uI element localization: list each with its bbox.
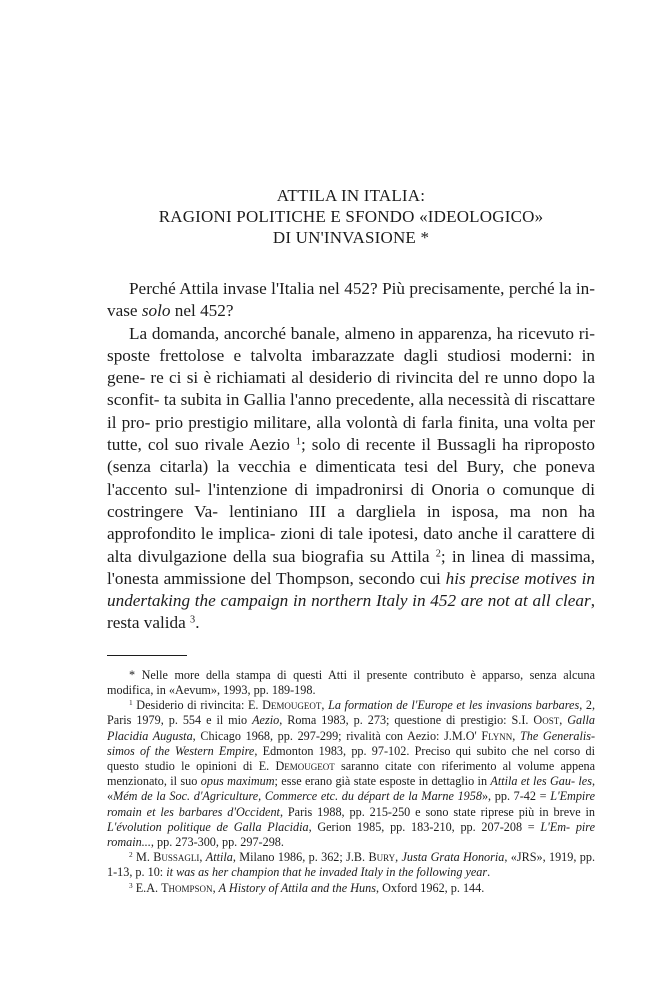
work-title: L'Empire romain et les barbares d'Occident	[107, 789, 595, 819]
text-run: , Milano 1986, p. 362; J.B.	[232, 850, 369, 865]
paragraph-2	[107, 323, 595, 635]
text-run: ; esse erano già state esposte in dettaglio in	[274, 774, 491, 789]
work-title: Justa Grata Honoria	[401, 850, 505, 865]
text-run: saranno citate con riferimento al volume appena menzionato, il suo	[107, 758, 595, 789]
author-name: Oost	[533, 713, 560, 728]
text-run: ,	[512, 728, 520, 743]
text-run: , 2, Paris 1979, p. 554 e il mio	[107, 698, 596, 728]
page	[107, 185, 595, 896]
text-run: ; in linea di massima, l'onesta ammissione del Thompson, secondo cui	[107, 546, 595, 588]
title-line-3: DI UN'INVASIONE *	[272, 228, 430, 247]
work-title: L'Em- pire romain...	[107, 819, 595, 849]
work-title: Attila et les Gau- les	[490, 774, 592, 789]
text-run: * Nelle more della stampa di questi Atti il presente contributo è apparso, senza alcuna modifica, in «Aevum», 1993, pp. 189-198.	[107, 667, 595, 697]
paragraph-1	[107, 278, 595, 323]
footnote-star	[107, 668, 595, 698]
text-run: nel 452?	[170, 301, 234, 321]
text-run: E.A.	[132, 880, 162, 895]
work-title: opus maximum	[200, 774, 275, 789]
text-run: , Paris 1988, pp. 215-250 e sono state riprese più in breve in	[279, 804, 595, 819]
text-run: ,	[212, 880, 219, 895]
text-run: ,	[199, 850, 206, 865]
work-title: L'évolution politique de Galla Placidia	[107, 819, 309, 834]
footnote-number: 2	[129, 850, 133, 860]
text-run: , pp. 273-300, pp. 297-298.	[150, 834, 284, 849]
italic-text: solo	[141, 301, 171, 321]
text-run: , «JRS», 1919, pp. 1-13, p. 10:	[107, 850, 596, 880]
footnote-2	[107, 850, 595, 880]
footnote-ref-3[interactable]: 3	[190, 614, 196, 626]
text-run: , Oxford 1962, p. 144.	[375, 880, 485, 895]
title-line-2: RAGIONI POLITICHE E SFONDO «IDEOLOGICO»	[158, 207, 544, 226]
work-title: The Generalis- simos of the Western Empire	[107, 728, 596, 758]
author-name: Flynn	[481, 728, 513, 743]
author-name: Demougeot	[275, 758, 335, 773]
work-title: Galla Placidia Augusta	[107, 713, 595, 743]
text-run: , resta valida	[107, 591, 595, 633]
text-run: , Roma 1983, p. 273; questione di prestigio: S.I.	[279, 713, 534, 728]
text-run: .	[195, 613, 200, 633]
text-run: La domanda, ancorché banale, almeno in apparenza, ha ricevuto ri- sposte frettolose e talvolta imbarazzate dagli studiosi moderni: in gene- re ci si è richiamati al desiderio di rivincita del re unno dopo la sconfit- ta subita in Gallia l'anno precedente, alla necessità di riscattare il pro- prio prestigio militare, alla volontà di farla finita, una volta per tutte, col suo rivale Aezio	[107, 323, 595, 455]
text-run: Perché Attila invase l'Italia nel 452? Più precisamente, perché la in- vase	[107, 279, 595, 321]
text-run: .	[487, 865, 491, 880]
work-title: La formation de l'Europe et les invasions barbares	[328, 698, 580, 713]
work-title: Aezio	[252, 713, 280, 728]
italic-quote: his precise motives in undertaking the campaign in northern Italy in 452 are not at all clear	[107, 568, 595, 611]
author-name: Thompson	[161, 880, 213, 895]
text-run: M.	[132, 850, 154, 865]
text-run: ,	[321, 698, 329, 713]
text-run: », pp. 7-42 =	[481, 789, 551, 804]
text-run: ,	[559, 713, 568, 728]
text-run: , Chicago 1968, pp. 297-299; rivalità con Aezio: J.M.O'	[192, 728, 482, 743]
title-line-1: ATTILA IN ITALIA:	[276, 186, 426, 205]
quotation: it was as her champion that he invaded Italy in the following year	[166, 865, 488, 880]
article-title	[107, 185, 595, 248]
author-name: Bury	[368, 850, 396, 865]
text-run: , Edmonton 1983, pp. 97-102. Preciso qui subito che nel corso di questo studio le opinioni di E.	[107, 743, 595, 773]
footnote-ref-1[interactable]: 1	[295, 436, 302, 448]
work-title: Mém de la Soc. d'Agriculture, Commerce etc. du départ de la Marne 1958	[113, 789, 482, 804]
work-title: Attila	[205, 850, 233, 865]
text-run: , «	[107, 774, 595, 804]
work-title: A History of Attila and the Huns	[218, 880, 376, 895]
author-name: Demougeot	[262, 698, 322, 713]
footnote-separator	[107, 655, 187, 656]
footnote-3	[107, 881, 595, 896]
footnote-number: 1	[129, 698, 133, 708]
author-name: Bussagli	[153, 850, 200, 865]
text-run: Desiderio di rivincita: E.	[132, 698, 263, 713]
text-run: ; solo di recente il Bussagli ha riproposto (senza citarla) la vecchia e dimenticata tesi del Bury, che poneva l'accento sul- l'intenzione di impadronirsi di Onoria o comunque di costringere Va- lentiniano III a dargliela in isposa, ma non ha approfondito le implica- zioni di tale ipotesi, dato anche il carattere di alta divulgazione della sua biografia su Attila	[107, 435, 595, 566]
footnote-ref-2[interactable]: 2	[435, 547, 441, 559]
body-text	[107, 278, 595, 635]
footnote-1	[107, 698, 595, 850]
text-run: , Gerion 1985, pp. 183-210, pp. 207-208 =	[308, 819, 541, 834]
footnote-number: 3	[129, 880, 133, 890]
footnotes	[107, 668, 595, 896]
text-run: ,	[395, 850, 402, 865]
